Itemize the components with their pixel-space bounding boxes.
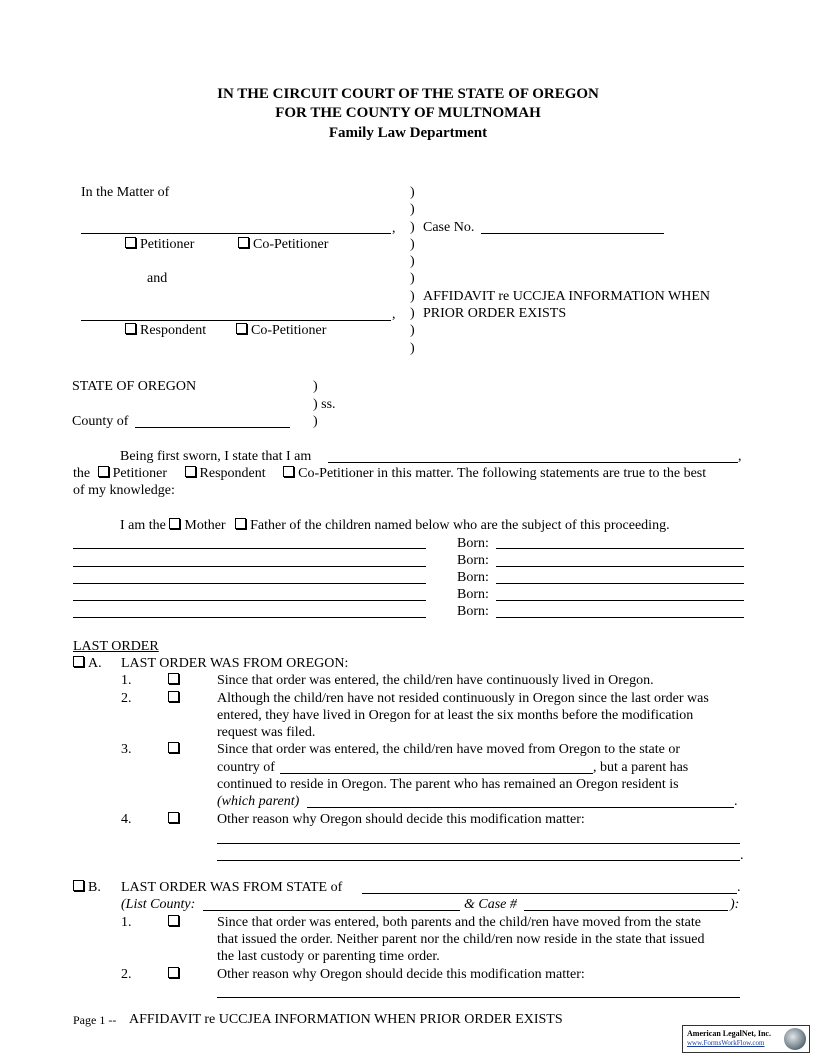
mother-label: Mother: [184, 518, 226, 533]
comma: ,: [738, 449, 742, 464]
co-petitioner-label: Co-Petitioner: [251, 323, 327, 338]
other-reason-field-a-2[interactable]: [217, 860, 740, 861]
child-name-field-5[interactable]: [73, 617, 426, 618]
checkbox-icon[interactable]: [73, 880, 84, 891]
sworn-role-line: [73, 465, 706, 482]
paren: ): [410, 341, 415, 356]
section-a-option[interactable]: [73, 655, 102, 672]
checkbox-icon[interactable]: [236, 323, 247, 334]
other-reason-field-b[interactable]: [217, 997, 740, 998]
item-b1-text: that issued the order. Neither parent nor the child/ren now reside in the state that issued: [217, 932, 705, 947]
section-b-title: LAST ORDER WAS FROM STATE of: [121, 880, 343, 895]
globe-icon: [784, 1028, 806, 1050]
checkbox-icon[interactable]: [73, 656, 84, 667]
country-of-label: country of: [217, 760, 275, 775]
checkbox-icon[interactable]: [168, 742, 179, 753]
born-label: Born:: [457, 587, 489, 602]
paren: ): [410, 289, 415, 304]
and-label: and: [147, 271, 168, 286]
section-a-label: A.: [88, 656, 102, 671]
i-am-the-label: I am the: [120, 518, 166, 533]
item-a1-text: Since that order was entered, the child/ren have continuously lived in Oregon.: [217, 673, 654, 688]
item-number: 4.: [121, 812, 132, 827]
comma: ,: [392, 307, 396, 322]
item-b1-text: the last custody or parenting time order.: [217, 949, 440, 964]
paren: ): [313, 379, 318, 394]
list-county-label: (List County:: [121, 897, 196, 912]
child-born-field-5[interactable]: [496, 617, 744, 618]
checkbox-icon[interactable]: [98, 466, 109, 477]
checkbox-icon[interactable]: [168, 673, 179, 684]
period: .: [734, 794, 738, 809]
section-b-option[interactable]: [73, 879, 101, 896]
item-a4-checkbox[interactable]: [168, 811, 183, 828]
item-b2-text: Other reason why Oregon should decide this modification matter:: [217, 967, 585, 982]
checkbox-icon[interactable]: [235, 518, 246, 529]
logo-url[interactable]: www.FormsWorkFlow.com: [687, 1039, 765, 1047]
country-field[interactable]: [280, 773, 593, 774]
case-no-field[interactable]: [481, 233, 664, 234]
item-a1-checkbox[interactable]: [168, 672, 183, 689]
section-a-title: LAST ORDER WAS FROM OREGON:: [121, 656, 349, 671]
item-number: 3.: [121, 742, 132, 757]
child-name-field-2[interactable]: [73, 566, 426, 567]
court-name: IN THE CIRCUIT COURT OF THE STATE OF OREGON: [217, 86, 599, 102]
respondent-label: Respondent: [199, 466, 266, 481]
petitioner-option[interactable]: [125, 236, 194, 253]
venue-county-field[interactable]: [135, 427, 290, 428]
paren: ): [313, 414, 318, 429]
item-a2-checkbox[interactable]: [168, 690, 183, 707]
item-a2-text: request was filed.: [217, 725, 316, 740]
child-name-field-4[interactable]: [73, 600, 426, 601]
parent-line: [120, 517, 670, 534]
paren: ): [410, 254, 415, 269]
document-title-line2: PRIOR ORDER EXISTS: [423, 306, 567, 321]
logo-name: American LegalNet, Inc.: [687, 1029, 771, 1038]
case-number-field[interactable]: [524, 910, 728, 911]
paren: ): [410, 237, 415, 252]
period: .: [737, 880, 741, 895]
co-petitioner-option[interactable]: [238, 236, 328, 253]
item-number: 2.: [121, 691, 132, 706]
footer-title: AFFIDAVIT re UCCJEA INFORMATION WHEN PRIOR ORDER EXISTS: [129, 1012, 563, 1027]
item-b1-text: Since that order was entered, both parents and the child/ren have moved from the state: [217, 915, 701, 930]
item-a2-text: Although the child/ren have not resided continuously in Oregon since the last order was: [217, 691, 709, 706]
department-name: Family Law Department: [328, 125, 488, 141]
checkbox-icon[interactable]: [169, 518, 180, 529]
born-label: Born:: [457, 570, 489, 585]
section-b-label: B.: [88, 880, 101, 895]
american-legalnet-logo[interactable]: [682, 1025, 810, 1053]
item-b1-checkbox[interactable]: [168, 914, 183, 931]
venue-county-label: County of: [72, 414, 129, 429]
child-born-field-4[interactable]: [496, 600, 744, 601]
born-label: Born:: [457, 604, 489, 619]
child-name-field-3[interactable]: [73, 583, 426, 584]
item-a2-text: entered, they have lived in Oregon for at least the six months before the modification: [217, 708, 694, 723]
checkbox-icon[interactable]: [168, 691, 179, 702]
item-a3-text: Since that order was entered, the child/ren have moved from Oregon to the state or: [217, 742, 681, 757]
co-petitioner-label: Co-Petitioner: [253, 237, 329, 252]
checkbox-icon[interactable]: [185, 466, 196, 477]
venue-state: STATE OF OREGON: [72, 379, 197, 394]
other-reason-field-a-1[interactable]: [217, 843, 740, 844]
page-number: Page 1 --: [73, 1013, 117, 1027]
co-petitioner-option-2[interactable]: [236, 322, 326, 339]
paren: ): [410, 202, 415, 217]
paren: ): [410, 306, 415, 321]
venue-ss: ) ss.: [313, 397, 336, 412]
which-parent-field[interactable]: [307, 807, 734, 808]
checkbox-icon[interactable]: [125, 323, 136, 334]
checkbox-icon[interactable]: [168, 812, 179, 823]
respondent-name-field[interactable]: [81, 320, 391, 321]
born-label: Born:: [457, 536, 489, 551]
item-number: 1.: [121, 915, 132, 930]
which-parent-label: (which parent): [217, 794, 300, 809]
child-born-field-2[interactable]: [496, 566, 744, 567]
item-a3-continued: continued to reside in Oregon. The parent who has remained an Oregon resident is: [217, 777, 679, 792]
co-petitioner-statement: Co-Petitioner in this matter. The following statements are true to the best: [298, 466, 707, 481]
but-parent-text: , but a parent has: [593, 760, 689, 775]
knowledge-line: of my knowledge:: [73, 483, 175, 498]
case-number-label: & Case #: [464, 897, 517, 912]
child-born-field-1[interactable]: [496, 548, 744, 549]
relationship-field[interactable]: [328, 462, 738, 463]
respondent-label: Respondent: [140, 323, 207, 338]
petitioner-name-field[interactable]: [81, 233, 391, 234]
checkbox-icon[interactable]: [238, 237, 249, 248]
father-statement: Father of the children named below who are the subject of this proceeding.: [250, 518, 670, 533]
checkbox-icon[interactable]: [125, 237, 136, 248]
in-matter-of-label: In the Matter of: [81, 185, 170, 200]
item-b2-checkbox[interactable]: [168, 966, 183, 983]
comma: ,: [392, 221, 396, 236]
sworn-intro: Being first sworn, I state that I am: [120, 449, 312, 464]
child-name-field-1[interactable]: [73, 548, 426, 549]
item-a3-checkbox[interactable]: [168, 741, 183, 758]
checkbox-icon[interactable]: [283, 466, 294, 477]
item-a4-text: Other reason why Oregon should decide this modification matter:: [217, 812, 585, 827]
state-field[interactable]: [362, 893, 737, 894]
paren: ): [410, 323, 415, 338]
county-field[interactable]: [203, 910, 460, 911]
paren: ): [410, 185, 415, 200]
item-number: 1.: [121, 673, 132, 688]
petitioner-label: Petitioner: [112, 466, 168, 481]
document-title-line1: AFFIDAVIT re UCCJEA INFORMATION WHEN: [423, 289, 711, 304]
county-name: FOR THE COUNTY OF MULTNOMAH: [275, 105, 541, 121]
close-paren: ):: [730, 897, 740, 912]
born-label: Born:: [457, 553, 489, 568]
paren: ): [410, 220, 415, 235]
respondent-option[interactable]: [125, 322, 206, 339]
petitioner-label: Petitioner: [140, 237, 195, 252]
case-no-label: Case No.: [423, 220, 475, 235]
child-born-field-3[interactable]: [496, 583, 744, 584]
period: .: [740, 848, 744, 863]
item-number: 2.: [121, 967, 132, 982]
checkbox-icon[interactable]: [168, 967, 179, 978]
paren: ): [410, 271, 415, 286]
checkbox-icon[interactable]: [168, 915, 179, 926]
the-label: the: [73, 466, 91, 481]
last-order-heading: LAST ORDER: [73, 639, 159, 654]
